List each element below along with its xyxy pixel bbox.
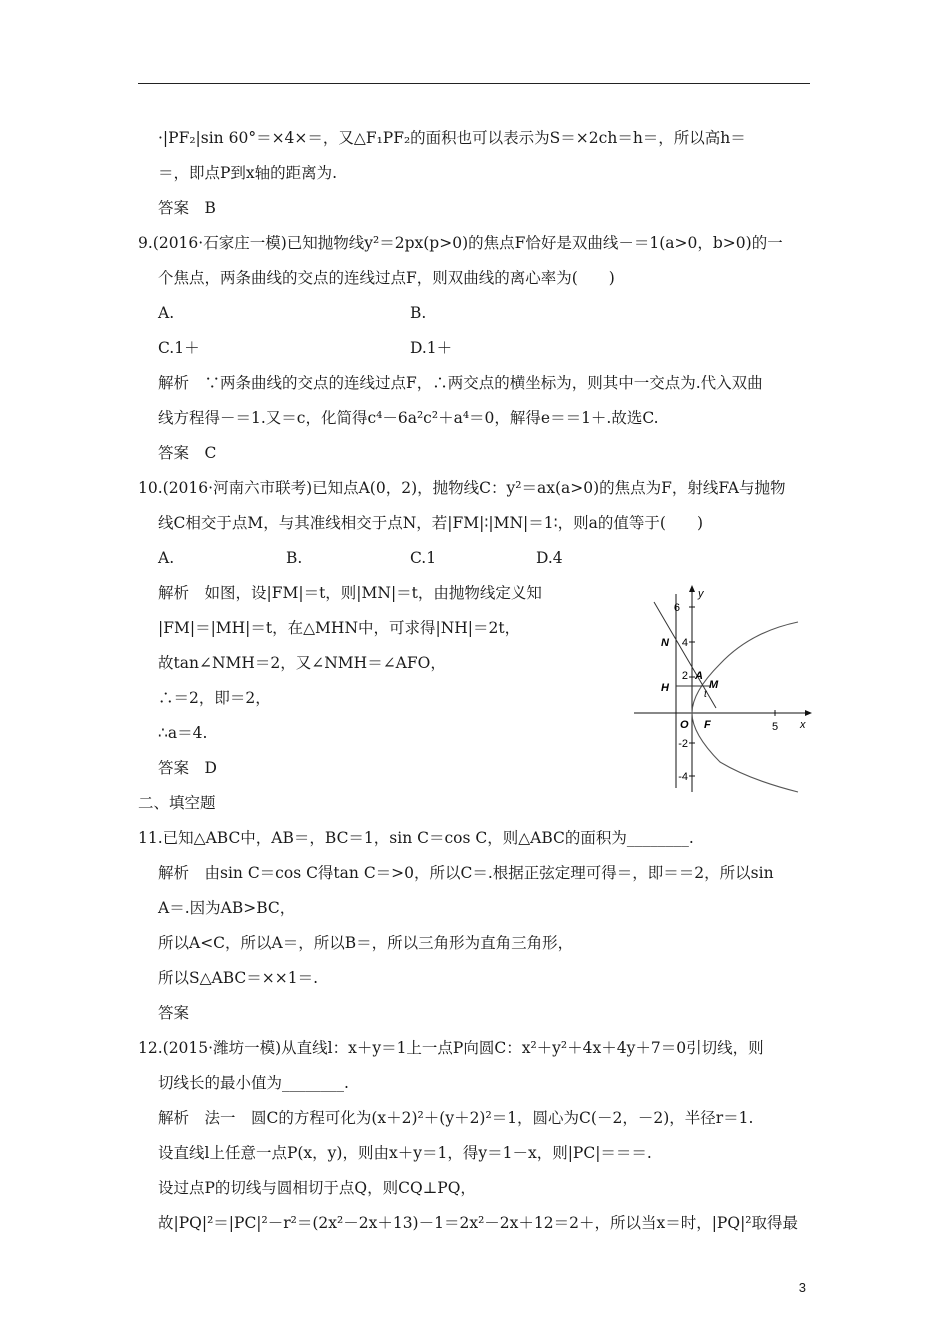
y-tick-label: 2 (681, 670, 688, 682)
option-a: A. (158, 304, 175, 322)
x-axis-label: x (800, 719, 806, 731)
question-11: 11.已知△ABC中，AB＝，BC＝1，sin C＝cos C，则△ABC的面积为________. (138, 829, 694, 847)
origin-label: O (680, 719, 689, 731)
text-line: 设过点P的切线与圆相切于点Q，则CQ⊥PQ， (158, 1179, 476, 1197)
text-line: |FM|＝|MH|＝t，在△MHN中，可求得|NH|＝2t， (158, 619, 521, 637)
text-line: 切线长的最小值为________. (158, 1074, 349, 1092)
answer-line: 答案 B (158, 199, 216, 217)
parabola-figure (630, 580, 820, 795)
text-line: ∴＝2，即＝2， (158, 689, 271, 707)
point-m-label: M (709, 679, 719, 691)
x-tick-label: 5 (771, 721, 779, 733)
text-line: ·|PF₂|sin 60°＝×4×＝，又△F₁PF₂的面积也可以表示为S＝×2ch＝h＝，所以高h＝ (158, 129, 746, 147)
point-a-label: A (695, 670, 703, 682)
point-f-label: F (704, 719, 711, 731)
text-line: 所以A<C，所以A＝，所以B＝，所以三角形为直角三角形， (158, 934, 574, 952)
x-axis-arrow (805, 710, 812, 716)
text-line: 所以S△ABC＝××1＝. (158, 969, 319, 987)
y-tick-label: 4 (681, 637, 688, 649)
text-line: 设直线l上任意一点P(x，y)，则由x＋y＝1，得y＝1－x，则|PC|＝＝＝. (158, 1144, 652, 1162)
y-tick-label: -4 (678, 771, 688, 783)
solution-line: 解析 如图，设|FM|＝t，则|MN|＝t，由抛物线定义知 (158, 584, 542, 602)
y-tick-label: -2 (678, 738, 688, 750)
question-12: 12.(2015·潍坊一模)从直线l：x＋y＝1上一点P向圆C：x²＋y²＋4x＋4y＋7＝0引切线，则 (138, 1039, 764, 1057)
text-line: A＝.因为AB>BC， (158, 899, 296, 917)
y-tick-label: 6 (673, 602, 680, 614)
option-d: D.1＋ (410, 339, 453, 357)
answer-line: 答案 D (158, 759, 217, 777)
parabola-curve (692, 622, 798, 792)
question-10: 10.(2016·河南六市联考)已知点A(0，2)，抛物线C：y²＝ax(a>0)的焦点为F，射线FA与抛物 (138, 479, 786, 497)
y-axis-label: y (698, 588, 704, 600)
solution-line: 解析 ∵两条曲线的交点的连线过点F，∴两交点的横坐标为，则其中一交点为.代入双曲 (158, 374, 763, 392)
text-line: 故tan∠NMH＝2，又∠NMH＝∠AFO， (158, 654, 446, 672)
point-n-label: N (661, 637, 669, 649)
text-line: ＝，即点P到x轴的距离为. (158, 164, 338, 182)
solution-line: 解析 由sin C＝cos C得tan C＝>0，所以C＝.根据正弦定理可得＝，即＝＝2，所以sin (158, 864, 774, 882)
text-line: ∴a＝4. (158, 724, 208, 742)
text-line: 个焦点，两条曲线的交点的连线过点F，则双曲线的离心率为( ) (158, 269, 615, 287)
text-line: 线C相交于点M，与其准线相交于点N，若|FM|∶|MN|＝1∶，则a的值等于( ) (158, 514, 704, 532)
option-a: A. (158, 549, 175, 567)
y-axis-arrow (689, 585, 695, 592)
option-d: D.4 (536, 549, 563, 567)
option-c: C.1 (410, 549, 437, 567)
t-label: t (704, 689, 707, 700)
text-line: 线方程得－＝1.又＝c，化简得c⁴－6a²c²＋a⁴＝0，解得e＝＝1＋.故选C. (158, 409, 659, 427)
point-h-label: H (661, 682, 669, 694)
answer-line: 答案 (158, 1004, 190, 1022)
option-c: C.1＋ (158, 339, 200, 357)
header-rule (138, 83, 810, 84)
text-line: 故|PQ|²＝|PC|²－r²＝(2x²－2x＋13)－1＝2x²－2x＋12＝2＋，所以当x＝时，|PQ|²取得最 (158, 1214, 799, 1232)
question-9: 9.(2016·石家庄一模)已知抛物线y²＝2px(p>0)的焦点F恰好是双曲线－＝1(a>0，b>0)的一 (138, 234, 783, 252)
answer-line: 答案 C (158, 444, 217, 462)
option-b: B. (410, 304, 427, 322)
solution-line: 解析 法一 圆C的方程可化为(x＋2)²＋(y＋2)²＝1，圆心为C(－2，－2)，半径r＝1. (158, 1109, 754, 1127)
page-number: 3 (798, 1280, 806, 1295)
option-b: B. (286, 549, 303, 567)
section-heading: 二、填空题 (138, 794, 216, 812)
